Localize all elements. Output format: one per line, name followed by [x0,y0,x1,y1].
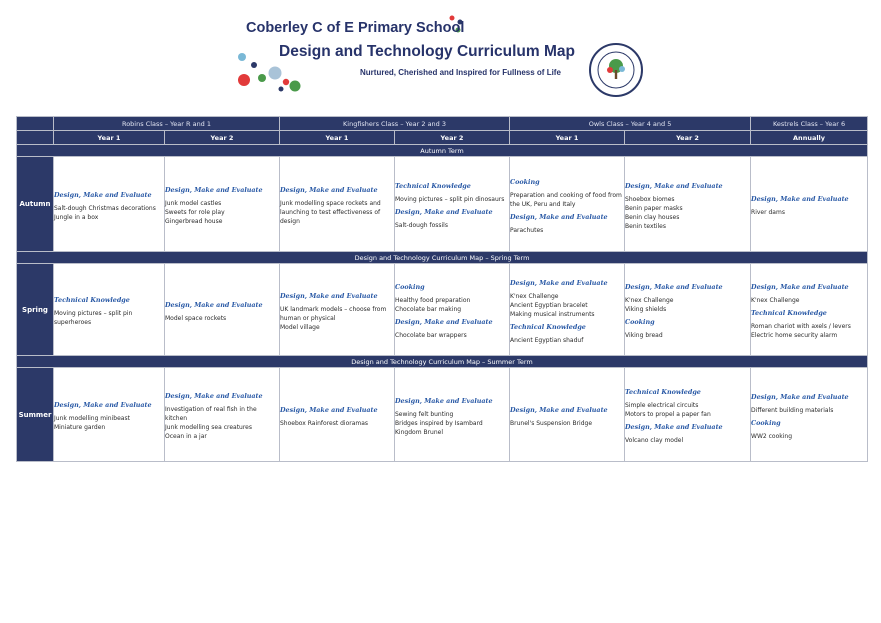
activity-heading: Design, Make and Evaluate [751,283,849,291]
activity-heading: Design, Make and Evaluate [395,396,493,405]
curriculum-cell [54,264,165,356]
curriculum-cell [751,157,868,252]
term-row [17,157,868,252]
curriculum-cell [625,264,751,356]
activity-heading: Technical Knowledge [395,182,471,190]
curriculum-cell [510,264,625,356]
activity-item: Electric home security alarm [751,332,838,339]
activity-heading: Design, Make and Evaluate [54,401,152,409]
activity-heading: Design, Make and Evaluate [395,318,493,326]
term-banner-row [17,356,868,368]
activity-item: Roman chariot with axels / levers [751,323,851,330]
year-header-row [17,131,868,145]
activity-item: Benin clay houses [625,213,680,221]
curriculum-cell [395,264,510,356]
curriculum-cell [625,157,751,252]
term-label: Autumn [17,157,54,252]
year-header: Year 1 [510,131,625,145]
activity-item: Chocolate bar making [395,306,462,313]
activity-item: Junk modelling sea creatures [165,424,253,431]
curriculum-cell [165,157,280,252]
activity-item: Junk modelling space rockets and launching to test effectiveness of design [280,200,381,225]
activity-item: Sewing felt bunting [395,410,454,418]
activity-heading: Cooking [751,418,781,427]
activity-item: Investigation of real fish in the kitchen [165,406,257,422]
activity-item: Junk modelling minibeast [54,415,130,422]
activity-item: K'nex Challenge [510,292,559,300]
corner-cell [17,131,54,145]
curriculum-body [17,145,868,462]
curriculum-cell [395,368,510,462]
activity-heading: Design, Make and Evaluate [280,186,378,194]
activity-heading: Technical Knowledge [510,322,586,331]
activity-item: Simple electrical circuits [625,402,699,409]
activity-heading: Cooking [625,318,655,326]
curriculum-cell [751,368,868,462]
class-header-kestrels: Kestrels Class – Year 6 [751,117,868,131]
activity-item: Shoebox biomes [625,195,675,203]
activity-item: Moving pictures – split pin dinosaurs [395,196,505,203]
activity-heading: Design, Make and Evaluate [54,190,152,199]
activity-item: K'nex Challenge [751,297,800,304]
term-banner: Design and Technology Curriculum Map – Spring Term [17,252,868,264]
year-header: Year 1 [54,131,165,145]
year-header: Annually [751,131,868,145]
activity-item: Healthy food preparation [395,297,471,304]
curriculum-cell [280,264,395,356]
activity-item: Sweets for role play [165,209,225,216]
activity-heading: Design, Make and Evaluate [625,283,723,291]
page-title: Design and Technology Curriculum Map [279,43,575,60]
page-header [0,0,881,110]
activity-item: Chocolate bar wrappers [395,332,467,339]
term-banner: Design and Technology Curriculum Map – Summer Term [17,356,868,368]
activity-heading: Design, Make and Evaluate [280,405,378,414]
activity-item: Preparation and cooking of food from the UK, Peru and Italy [510,191,622,208]
curriculum-cell [165,368,280,462]
activity-item: Brunel's Suspension Bridge [510,419,593,427]
activity-item: Ancient Egyptian shaduf [510,336,584,344]
class-header-owls: Owls Class – Year 4 and 5 [510,117,751,131]
curriculum-table [16,116,868,462]
curriculum-cell [165,264,280,356]
term-banner-row [17,145,868,157]
activity-item: UK landmark models – choose from human or physical [280,305,387,322]
curriculum-cell [54,368,165,462]
activity-heading: Design, Make and Evaluate [751,195,849,203]
class-header-kingfishers: Kingfishers Class – Year 2 and 3 [280,117,510,131]
activity-item: Viking bread [625,332,663,339]
activity-heading: Technical Knowledge [751,309,827,317]
class-header-robins: Robins Class – Year R and 1 [54,117,280,131]
activity-item: Viking shields [625,306,667,313]
activity-item: Model space rockets [165,314,227,322]
curriculum-cell [510,368,625,462]
activity-item: Miniature garden [54,424,106,431]
term-label: Spring [17,264,54,356]
activity-heading: Design, Make and Evaluate [510,405,608,414]
activity-heading: Design, Make and Evaluate [395,208,493,216]
curriculum-cell [395,157,510,252]
curriculum-cell [54,157,165,252]
activity-heading: Design, Make and Evaluate [165,392,263,400]
activity-item: Ocean in a jar [165,433,207,440]
activity-heading: Design, Make and Evaluate [625,181,723,190]
activity-item: Benin textiles [625,222,666,230]
curriculum-cell [625,368,751,462]
year-header: Year 2 [165,131,280,145]
activity-heading: Cooking [510,177,540,186]
activity-item: Moving pictures – split pin superheroes [54,310,133,326]
activity-item: Shoebox Rainforest dioramas [280,419,369,427]
activity-item: Motors to propel a paper fan [625,411,711,418]
activity-item: Benin paper masks [625,204,683,212]
year-header: Year 1 [280,131,395,145]
activity-item: Junk model castles [165,200,222,207]
activity-heading: Design, Make and Evaluate [280,291,378,300]
activity-item: WW2 cooking [751,432,793,440]
activity-heading: Design, Make and Evaluate [625,423,723,431]
activity-heading: Design, Make and Evaluate [165,186,263,194]
activity-heading: Cooking [395,283,425,291]
curriculum-cell [751,264,868,356]
term-banner-row [17,252,868,264]
activity-item: Gingerbread house [165,218,223,225]
activity-heading: Technical Knowledge [625,388,701,396]
year-header: Year 2 [395,131,510,145]
activity-item: River dams [751,209,785,216]
term-row [17,264,868,356]
curriculum-cell [510,157,625,252]
activity-item: Different building materials [751,406,834,414]
activity-heading: Design, Make and Evaluate [510,212,608,221]
activity-item: Making musical instruments [510,310,595,318]
activity-heading: Design, Make and Evaluate [510,278,608,287]
activity-heading: Design, Make and Evaluate [751,392,849,401]
activity-heading: Technical Knowledge [54,296,130,304]
school-name: Coberley C of E Primary School [246,20,465,36]
year-header: Year 2 [625,131,751,145]
activity-item: Parachutes [510,226,544,234]
tagline: Nurtured, Cherished and Inspired for Fullness of Life [360,68,561,77]
curriculum-cell [280,368,395,462]
school-logo [588,42,644,98]
term-label: Summer [17,368,54,462]
activity-item: Ancient Egyptian bracelet [510,301,588,309]
activity-heading: Design, Make and Evaluate [165,300,263,309]
activity-item: Bridges inspired by Isambard Kingdom Brunel [395,419,483,436]
activity-item: K'nex Challenge [625,297,674,304]
term-row [17,368,868,462]
class-header-row [17,117,868,131]
activity-item: Jungle in a box [54,213,99,221]
curriculum-cell [280,157,395,252]
corner-cell [17,117,54,131]
activity-item: Model village [280,323,320,331]
activity-item: Salt-dough fossils [395,222,448,229]
activity-item: Salt-dough Christmas decorations [54,204,156,212]
term-banner: Autumn Term [17,145,868,157]
activity-item: Volcano clay model [625,437,684,444]
